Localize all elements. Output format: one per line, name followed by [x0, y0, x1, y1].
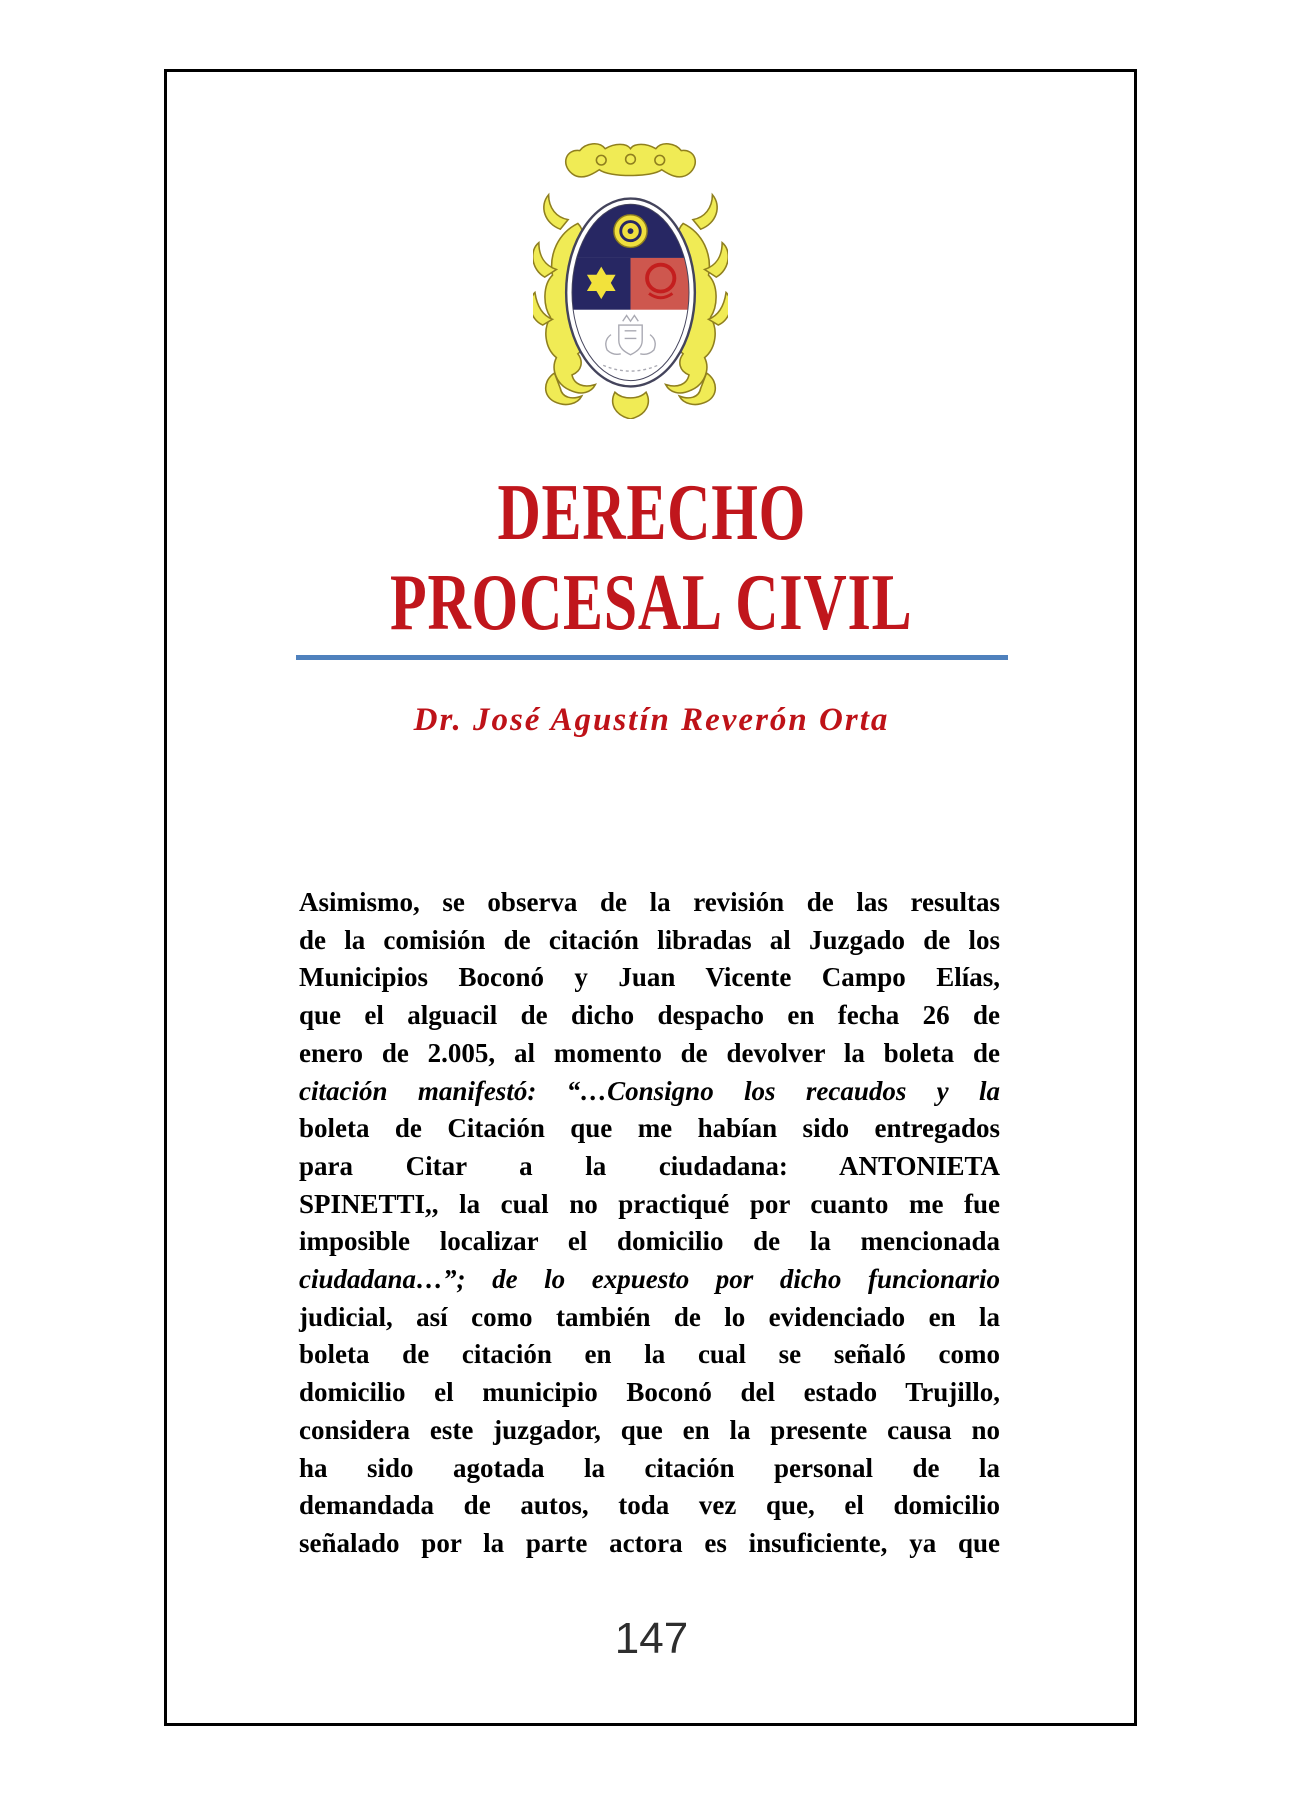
page-number: 147: [614, 1614, 689, 1663]
book-title-line-2: PROCESAL CIVIL: [390, 559, 913, 647]
body-line: imposible localizar el domicilio de la mencionada: [299, 1226, 1000, 1257]
coat-of-arms-emblem: [533, 141, 728, 419]
title-divider-rule: [296, 655, 1008, 660]
body-paragraph: [299, 884, 1000, 1563]
body-line: que el alguacil de dicho despacho en fecha 26 de: [299, 1000, 1000, 1031]
body-line: citación manifestó: “…Consigno los recaudos y la: [299, 1075, 1000, 1106]
coat-of-arms-icon: [533, 141, 728, 419]
body-line: considera este juzgador, que en la presente causa no: [299, 1414, 1000, 1445]
body-line: judicial, así como también de lo evidenciado en la: [299, 1301, 1000, 1332]
body-line: enero de 2.005, al momento de devolver la boleta de: [299, 1037, 1000, 1068]
author-name: Dr. José Agustín Reverón Orta: [413, 702, 890, 738]
body-line: domicilio el municipio Boconó del estado Trujillo,: [299, 1377, 1000, 1408]
body-line: ciudadana…”; de lo expuesto por dicho funcionario: [299, 1264, 1000, 1295]
body-line: demandada de autos, toda vez que, el domicilio: [299, 1490, 1000, 1521]
body-line: Municipios Boconó y Juan Vicente Campo Elías,: [299, 962, 1000, 993]
book-title: [164, 468, 1139, 648]
body-line: SPINETTI,, la cual no practiqué por cuanto me fue: [299, 1188, 1000, 1219]
book-title-line-1: DERECHO: [497, 469, 806, 557]
body-line: de la comisión de citación libradas al Juzgado de los: [299, 924, 1000, 955]
body-line: ha sido agotada la citación personal de la: [299, 1452, 1000, 1483]
body-line: señalado por la parte actora es insuficiente, ya que: [299, 1527, 1000, 1558]
body-line: para Citar a la ciudadana: ANTONIETA: [299, 1150, 1000, 1181]
body-line: boleta de citación en la cual se señaló como: [299, 1339, 1000, 1370]
body-line: Asimismo, se observa de la revisión de las resultas: [299, 887, 1000, 917]
body-line: boleta de Citación que me habían sido entregados: [299, 1113, 1000, 1144]
